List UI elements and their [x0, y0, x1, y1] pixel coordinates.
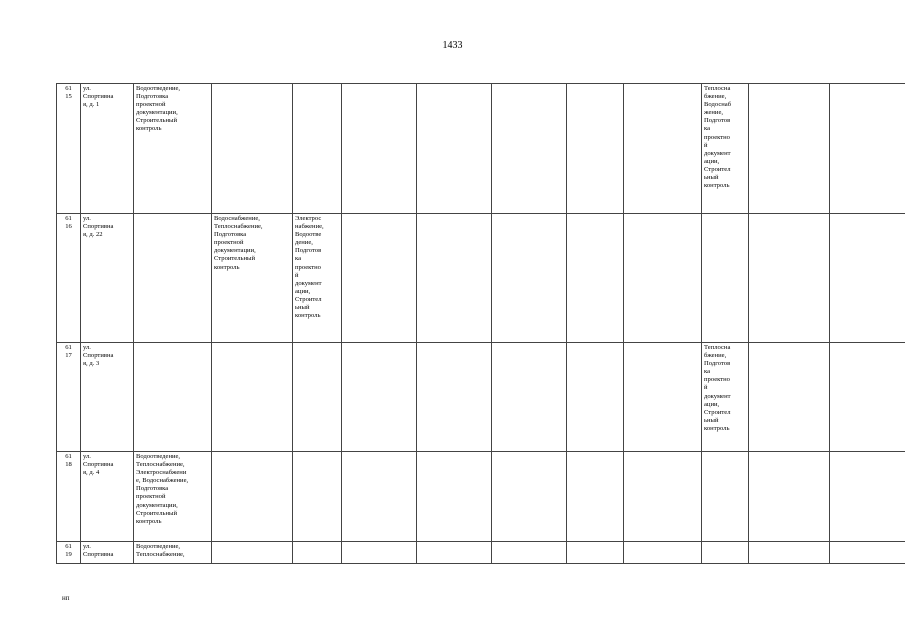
work-type-cell: [212, 343, 293, 452]
row-number-cell: [57, 343, 81, 452]
work-type-cell: [212, 452, 293, 542]
work-type-cell: [342, 84, 417, 214]
work-type-cell: [417, 452, 492, 542]
work-type-cell: [342, 542, 417, 564]
address-text: ул. Спортивна я, д. 22: [83, 215, 114, 239]
work-type-text: Водоотведение, Подготовка проектной документации, Строительный контроль: [136, 85, 181, 133]
work-type-cell: [492, 542, 567, 564]
work-type-cell: [134, 542, 212, 564]
work-type-cell: [567, 343, 624, 452]
work-type-cell: [702, 84, 749, 214]
row-number-cell: [57, 214, 81, 343]
table-row: [57, 542, 905, 564]
address-cell: [81, 214, 134, 343]
work-type-text: Водоотведение, Теплоснабжение, Электроснабжени е, Водоснабжение, Подготовка проектной документации, Строительный контроль: [136, 453, 189, 525]
row-number-cell: [57, 542, 81, 564]
address-text: ул. Спортивна я, д. 3: [83, 344, 114, 368]
work-type-cell: [830, 542, 905, 564]
work-type-cell: [567, 452, 624, 542]
address-text: ул. Спортивна я, д. 1: [83, 85, 114, 109]
row-number-cell: [57, 84, 81, 214]
page-number: 1433: [442, 40, 463, 51]
work-type-cell: [492, 343, 567, 452]
work-type-cell: [212, 542, 293, 564]
row-number: 61 16: [65, 215, 72, 231]
work-type-cell: [342, 214, 417, 343]
work-type-cell: [624, 84, 702, 214]
work-type-cell: [134, 84, 212, 214]
row-number: 61 18: [65, 453, 72, 469]
work-type-text: Водоснабжение, Теплоснабжение, Подготовка проектной документации, Строительный контроль: [214, 215, 263, 271]
work-type-cell: [702, 214, 749, 343]
work-type-cell: [293, 452, 342, 542]
work-type-cell: [624, 343, 702, 452]
work-type-cell: [342, 452, 417, 542]
work-type-cell: [417, 214, 492, 343]
address-text: ул. Спортивна: [83, 543, 114, 559]
work-type-cell: [702, 542, 749, 564]
work-type-cell: [492, 84, 567, 214]
table-body: [57, 84, 905, 564]
work-type-cell: [567, 542, 624, 564]
work-type-cell: [702, 343, 749, 452]
work-type-cell: [212, 84, 293, 214]
work-type-cell: [749, 214, 830, 343]
table-row: [57, 214, 905, 343]
work-type-cell: [624, 214, 702, 343]
address-cell: [81, 343, 134, 452]
row-number: 61 17: [65, 344, 72, 360]
work-type-cell: [293, 542, 342, 564]
work-type-cell: [293, 343, 342, 452]
work-type-cell: [212, 214, 293, 343]
work-type-cell: [492, 214, 567, 343]
work-type-cell: [749, 84, 830, 214]
work-type-cell: [417, 542, 492, 564]
row-number: 61 15: [65, 85, 72, 101]
address-text: ул. Спортивна я, д. 4: [83, 453, 114, 477]
row-number: 61 19: [65, 543, 72, 559]
work-type-cell: [749, 343, 830, 452]
work-type-cell: [134, 452, 212, 542]
work-type-cell: [830, 343, 905, 452]
work-type-cell: [749, 452, 830, 542]
work-type-cell: [830, 84, 905, 214]
work-type-text: Теплосна бжение, Водоснаб жение, Подготов ка проектно й документ ации, Строител ьный контроль: [704, 85, 732, 190]
work-type-cell: [492, 452, 567, 542]
work-type-cell: [134, 343, 212, 452]
work-type-cell: [293, 84, 342, 214]
address-cell: [81, 542, 134, 564]
table-row: [57, 452, 905, 542]
address-cell: [81, 84, 134, 214]
work-type-text: Теплосна бжение, Подготов ка проектно й документ ации, Строител ьный контроль: [704, 344, 731, 432]
work-type-cell: [624, 542, 702, 564]
row-number-cell: [57, 452, 81, 542]
work-type-cell: [749, 542, 830, 564]
address-cell: [81, 452, 134, 542]
work-type-cell: [702, 452, 749, 542]
work-type-cell: [624, 452, 702, 542]
work-type-cell: [342, 343, 417, 452]
table-row: [57, 343, 905, 452]
work-type-cell: [830, 214, 905, 343]
work-type-cell: [134, 214, 212, 343]
table-row: [57, 84, 905, 214]
footer-mark: нп: [62, 594, 70, 602]
work-type-cell: [417, 343, 492, 452]
work-type-text: Водоотведение, Теплоснабжение,: [136, 543, 185, 559]
work-type-cell: [417, 84, 492, 214]
work-schedule-table: [56, 83, 905, 564]
work-type-cell: [293, 214, 342, 343]
work-type-text: Электрос набжение, Водоотве дение, Подготов ка проектно й документ ации, Строител ьный контроль: [295, 215, 324, 320]
work-type-cell: [830, 452, 905, 542]
work-type-cell: [567, 84, 624, 214]
work-type-cell: [567, 214, 624, 343]
